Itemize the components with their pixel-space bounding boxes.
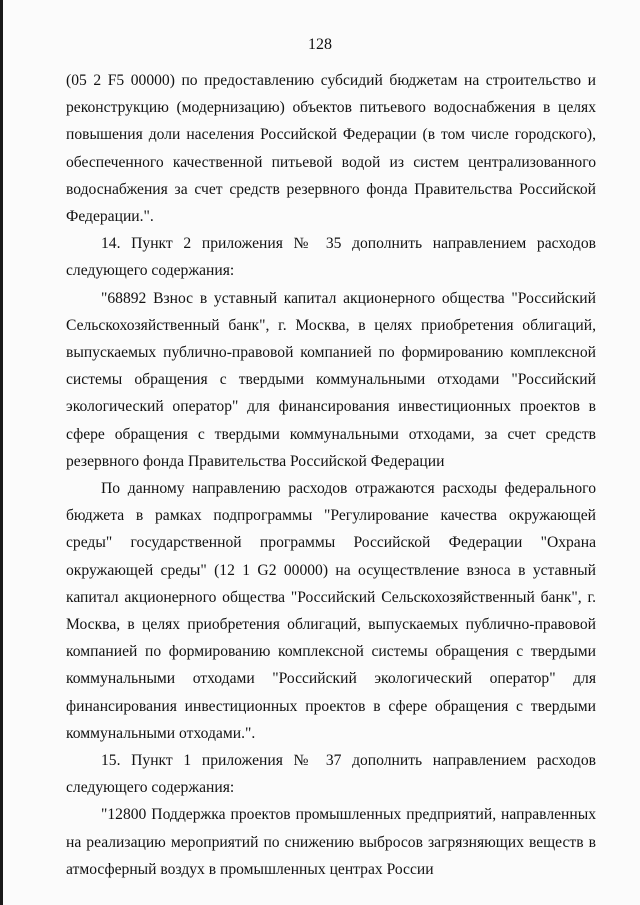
page-number: 128 [308,36,332,53]
paragraph-item-15: 15. Пункт 1 приложения № 37 дополнить направлением расходов следующего содержания: [66,752,596,797]
paragraph-code-68892: "68892 Взнос в уставный капитал акционерного общества "Российский Сельскохозяйственный банк", г. Москва, в целях приобретения облигаций, выпускаемых публично-правовой компанией по формированию комплексной системы обращения с твердыми коммунальными отходами "Российский экологический оператор" для финансирования инвестиционных проектов в сфере обращения с твердыми коммунальными отходами, за счет средств резервного фонда Правительства Российской Федерации [66,289,596,470]
document-body [66,67,596,883]
paragraph-item-14: 14. Пункт 2 приложения № 35 дополнить направлением расходов следующего содержания: [66,235,596,280]
paragraph-code-68892-description: По данному направлению расходов отражаются расходы федерального бюджета в рамках подпрограммы "Регулирование качества окружающей среды" государственной программы Российской Федерации "Охрана окружающей среды" (12 1 G2 00000) на осуществление взноса в уставный капитал акционерного общества "Российский Сельскохозяйственный банк", г. Москва, в целях приобретения облигаций, выпускаемых публично-правовой компанией по формированию комплексной системы обращения с твердыми коммунальными отходами "Российский экологический оператор" для финансирования инвестиционных проектов в сфере обращения с твердыми коммунальными отходами.". [66,480,596,742]
paragraph-continuation: (05 2 F5 00000) по предоставлению субсидий бюджетам на строительство и реконструкцию (модернизацию) объектов питьевого водоснабжения в целях повышения доли населения Российской Федерации (в том числе городского), обеспеченного качественной питьевой водой из систем централизованного водоснабжения за счет средств резервного фонда Правительства Российской Федерации.". [66,72,596,226]
paragraph-code-12800: "12800 Поддержка проектов промышленных предприятий, направленных на реализацию мероприятий по снижению выбросов загрязняющих веществ в атмосферный воздух в промышленных центрах России [66,806,596,878]
